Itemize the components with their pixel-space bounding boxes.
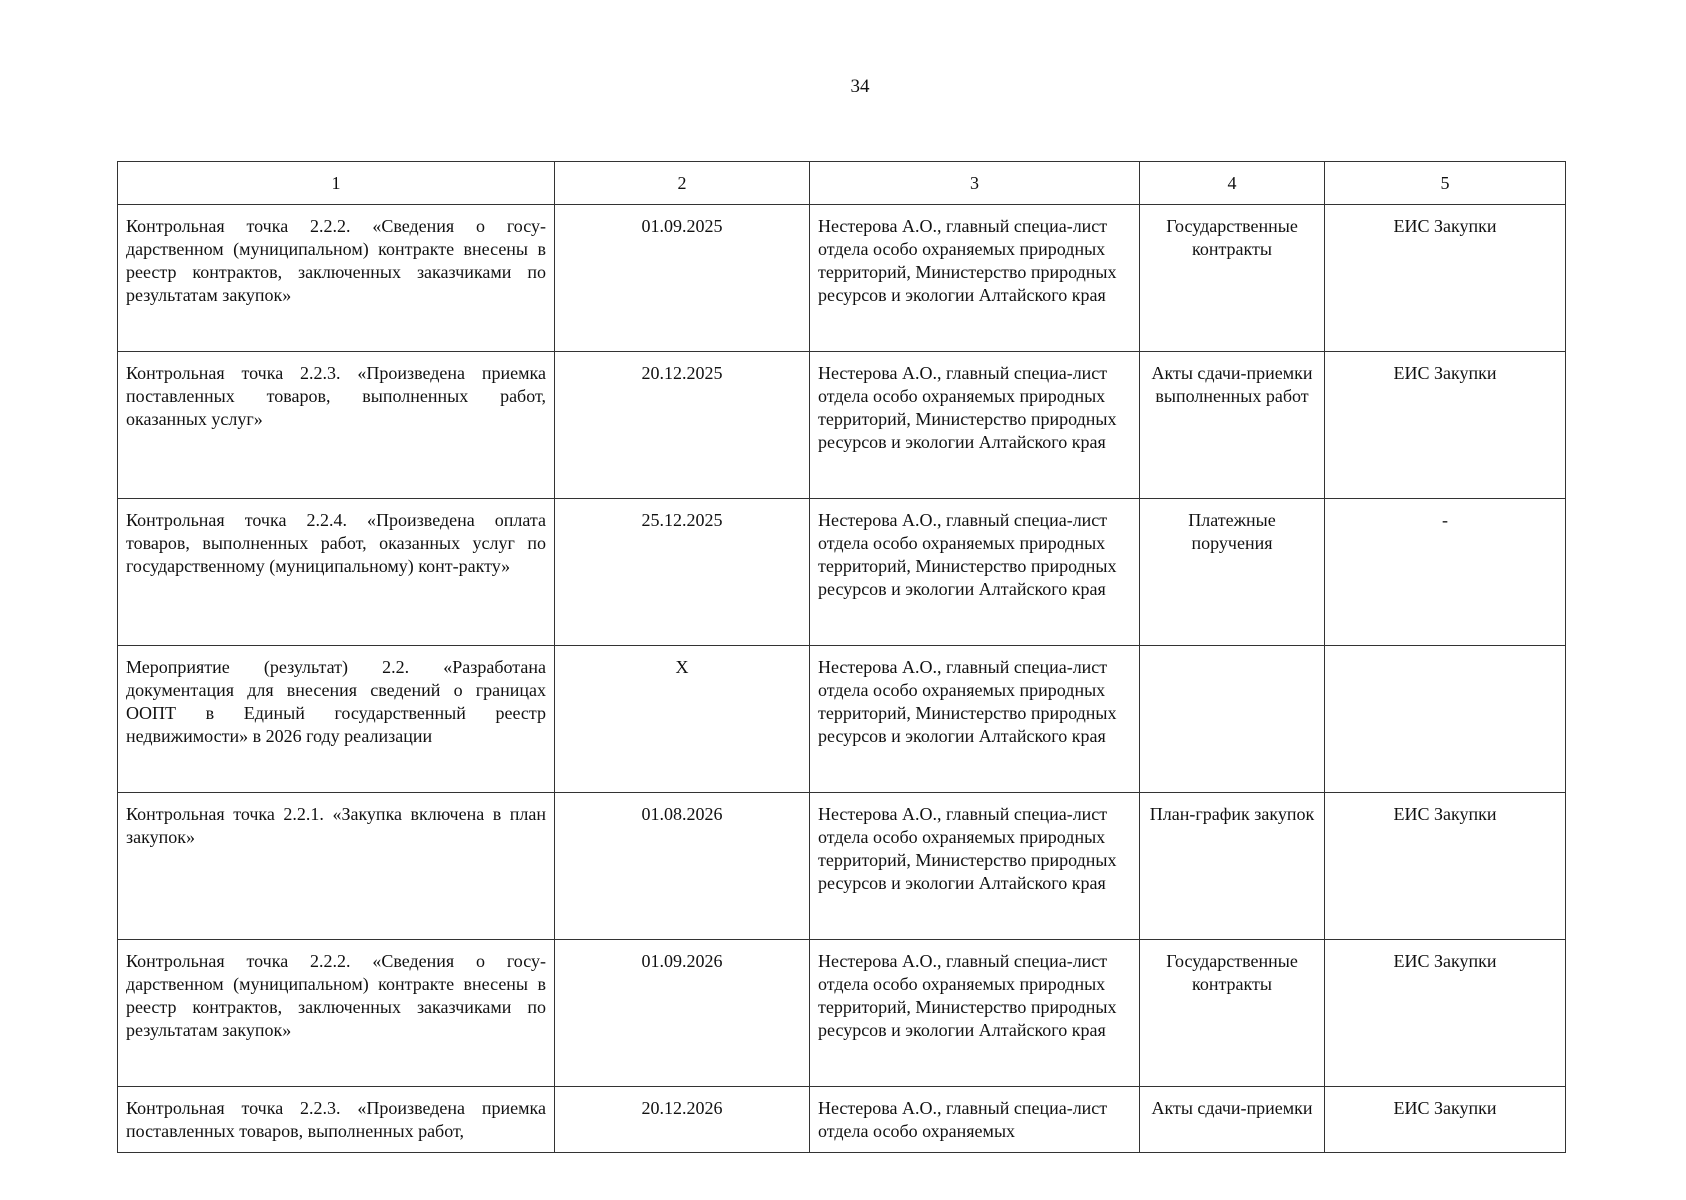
event-name-cell: Контрольная точка 2.2.3. «Произведена приемка поставленных товаров, выполненных работ, оказанных услуг» xyxy=(118,352,555,499)
deadline-cell: 01.08.2026 xyxy=(555,793,810,940)
document-type-cell: Акты сдачи-приемки выполненных работ xyxy=(1140,352,1325,499)
event-name-cell: Мероприятие (результат) 2.2. «Разработана документация для внесения сведений о границах ООПТ в Единый государственный реестр недвижимости» в 2026 году реализации xyxy=(118,646,555,793)
document-type-cell: Государственные контракты xyxy=(1140,940,1325,1087)
deadline-cell: 01.09.2026 xyxy=(555,940,810,1087)
info-system-cell: ЕИС Закупки xyxy=(1325,940,1566,1087)
table-row xyxy=(118,1087,1566,1153)
deadline-cell: 20.12.2026 xyxy=(555,1087,810,1153)
info-system-cell: ЕИС Закупки xyxy=(1325,793,1566,940)
event-name-cell: Контрольная точка 2.2.1. «Закупка включена в план закупок» xyxy=(118,793,555,940)
deadline-cell: 20.12.2025 xyxy=(555,352,810,499)
info-system-cell xyxy=(1325,646,1566,793)
document-type-cell: Государственные контракты xyxy=(1140,205,1325,352)
deadline-cell: 01.09.2025 xyxy=(555,205,810,352)
table-row xyxy=(118,793,1566,940)
responsible-cell: Нестерова А.О., главный специа-лист отдела особо охраняемых природных территорий, Министерство природных ресурсов и экологии Алтайского края xyxy=(810,646,1140,793)
column-header-5: 5 xyxy=(1325,162,1566,205)
deadline-cell: 25.12.2025 xyxy=(555,499,810,646)
table-row xyxy=(118,646,1566,793)
table-header-row xyxy=(118,162,1566,205)
document-type-cell: Платежные поручения xyxy=(1140,499,1325,646)
table-row xyxy=(118,205,1566,352)
info-system-cell: ЕИС Закупки xyxy=(1325,352,1566,499)
column-header-4: 4 xyxy=(1140,162,1325,205)
event-name-cell: Контрольная точка 2.2.3. «Произведена приемка поставленных товаров, выполненных работ, xyxy=(118,1087,555,1153)
column-header-3: 3 xyxy=(810,162,1140,205)
page-number: 34 xyxy=(850,76,870,97)
event-name-cell: Контрольная точка 2.2.4. «Произведена оплата товаров, выполненных работ, оказанных услуг по государственному (муниципальному) конт-ракту» xyxy=(118,499,555,646)
responsible-cell: Нестерова А.О., главный специа-лист отдела особо охраняемых природных территорий, Министерство природных ресурсов и экологии Алтайского края xyxy=(810,793,1140,940)
deadline-cell: X xyxy=(555,646,810,793)
document-type-cell: План-график закупок xyxy=(1140,793,1325,940)
document-type-cell xyxy=(1140,646,1325,793)
responsible-cell: Нестерова А.О., главный специа-лист отдела особо охраняемых природных территорий, Министерство природных ресурсов и экологии Алтайского края xyxy=(810,499,1140,646)
column-header-1: 1 xyxy=(118,162,555,205)
responsible-cell: Нестерова А.О., главный специа-лист отдела особо охраняемых природных территорий, Министерство природных ресурсов и экологии Алтайского края xyxy=(810,352,1140,499)
responsible-cell: Нестерова А.О., главный специа-лист отдела особо охраняемых xyxy=(810,1087,1140,1153)
column-header-2: 2 xyxy=(555,162,810,205)
responsible-cell: Нестерова А.О., главный специа-лист отдела особо охраняемых природных территорий, Министерство природных ресурсов и экологии Алтайского края xyxy=(810,205,1140,352)
table-row xyxy=(118,940,1566,1087)
info-system-cell: - xyxy=(1325,499,1566,646)
event-name-cell: Контрольная точка 2.2.2. «Сведения о госу-дарственном (муниципальном) контракте внесены в реестр контрактов, заключенных заказчиками по результатам закупок» xyxy=(118,205,555,352)
info-system-cell: ЕИС Закупки xyxy=(1325,205,1566,352)
document-type-cell: Акты сдачи-приемки xyxy=(1140,1087,1325,1153)
info-system-cell: ЕИС Закупки xyxy=(1325,1087,1566,1153)
table-row xyxy=(118,352,1566,499)
event-name-cell: Контрольная точка 2.2.2. «Сведения о госу-дарственном (муниципальном) контракте внесены в реестр контрактов, заключенных заказчиками по результатам закупок» xyxy=(118,940,555,1087)
responsible-cell: Нестерова А.О., главный специа-лист отдела особо охраняемых природных территорий, Министерство природных ресурсов и экологии Алтайского края xyxy=(810,940,1140,1087)
table-row xyxy=(118,499,1566,646)
control-points-table xyxy=(117,161,1566,1153)
